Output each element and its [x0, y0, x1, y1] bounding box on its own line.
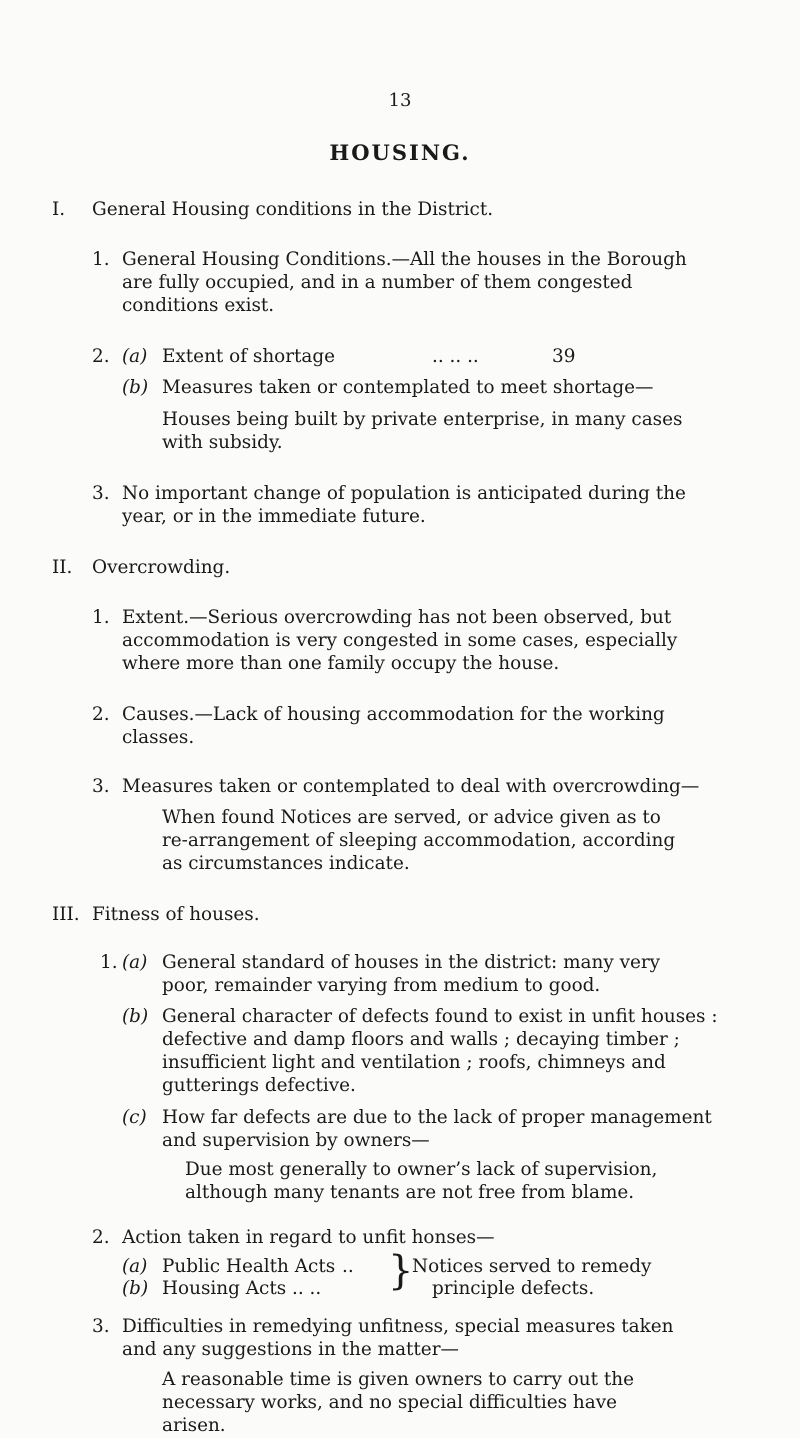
- paragraph-line: Extent.—Serious overcrowding has not been observed, but: [122, 607, 672, 628]
- item-number: 3.: [92, 776, 110, 797]
- paragraph-line: General character of defects found to exist in unfit houses :: [162, 1006, 718, 1027]
- paragraph-line: where more than one family occupy the house.: [122, 653, 560, 674]
- paragraph-line: with subsidy.: [162, 432, 283, 453]
- section-numeral-3: III.: [52, 904, 80, 925]
- paragraph-line: General standard of houses in the district: many very: [162, 952, 661, 973]
- paragraph-line: Measures taken or contemplated to meet shortage—: [162, 377, 654, 398]
- sub-item-label: (a): [122, 952, 148, 973]
- leader-dots: ..: [342, 1256, 354, 1277]
- paragraph-line: How far defects are due to the lack of proper management: [162, 1107, 712, 1128]
- paragraph-line: Causes.—Lack of housing accommodation for the working: [122, 704, 665, 725]
- paragraph-line: Action taken in regard to unfit honses—: [122, 1227, 495, 1248]
- paragraph-line: conditions exist.: [122, 295, 275, 316]
- sub-item-label: (a): [122, 346, 148, 367]
- paragraph-line: as circumstances indicate.: [162, 853, 410, 874]
- paragraph-line: When found Notices are served, or advice given as to: [162, 807, 661, 828]
- paragraph-line: necessary works, and no special difficulties have: [162, 1392, 617, 1413]
- paragraph-line: arisen.: [162, 1415, 226, 1436]
- paragraph-line: Due most generally to owner’s lack of supervision,: [185, 1159, 658, 1180]
- item-number: 3.: [92, 483, 110, 504]
- paragraph-line: gutterings defective.: [162, 1075, 356, 1096]
- item-number: 1.: [100, 952, 118, 973]
- paragraph-line: principle defects.: [432, 1278, 595, 1299]
- paragraph-line: year, or in the immediate future.: [122, 506, 426, 527]
- item-number: 1.: [92, 249, 110, 270]
- sub-item-label: (a): [122, 1256, 148, 1277]
- paragraph-line: are fully occupied, and in a number of them congested: [122, 272, 633, 293]
- paragraph-line: Measures taken or contemplated to deal with overcrowding—: [122, 776, 700, 797]
- paragraph-line: Notices served to remedy: [412, 1256, 652, 1277]
- paragraph-line: and any suggestions in the matter—: [122, 1339, 459, 1360]
- section-heading-1: General Housing conditions in the District.: [92, 199, 494, 220]
- paragraph-line: Housing Acts: [162, 1278, 287, 1299]
- section-numeral-2: II.: [52, 557, 73, 578]
- paragraph-line: Houses being built by private enterprise, in many cases: [162, 409, 683, 430]
- paragraph-line: insufficient light and ventilation ; roofs, chimneys and: [162, 1052, 666, 1073]
- sub-item-label: (b): [122, 377, 149, 398]
- paragraph-line: A reasonable time is given owners to carry out the: [162, 1369, 634, 1390]
- shortage-value: 39: [552, 346, 576, 367]
- item-number: 2.: [92, 346, 110, 367]
- item-number: 1.: [92, 607, 110, 628]
- paragraph-line: defective and damp floors and walls ; decaying timber ;: [162, 1029, 680, 1050]
- paragraph-line: General Housing Conditions.—All the houses in the Borough: [122, 249, 687, 270]
- section-numeral-1: I.: [52, 199, 66, 220]
- leader-dots: .. .. ..: [432, 346, 479, 367]
- item-number: 2.: [92, 1227, 110, 1248]
- item-number: 2.: [92, 704, 110, 725]
- section-heading-2: Overcrowding.: [92, 557, 231, 578]
- paragraph-line: No important change of population is anticipated during the: [122, 483, 686, 504]
- paragraph-line: and supervision by owners—: [162, 1130, 430, 1151]
- sub-item-label: (c): [122, 1107, 147, 1128]
- paragraph-line: classes.: [122, 727, 195, 748]
- paragraph-line: re-arrangement of sleeping accommodation, according: [162, 830, 676, 851]
- right-brace-icon: }: [388, 1248, 414, 1294]
- section-heading-3: Fitness of houses.: [92, 904, 260, 925]
- leader-dots: .. ..: [292, 1278, 322, 1299]
- page-number: 13: [388, 90, 412, 111]
- item-number: 3.: [92, 1316, 110, 1337]
- paragraph-line: poor, remainder varying from medium to good.: [162, 975, 601, 996]
- paragraph-line: Difficulties in remedying unfitness, special measures taken: [122, 1316, 674, 1337]
- paragraph-line: although many tenants are not free from blame.: [185, 1182, 635, 1203]
- paragraph-line: accommodation is very congested in some cases, especially: [122, 630, 678, 651]
- paragraph-line: Public Health Acts: [162, 1256, 336, 1277]
- paragraph-line: Extent of shortage: [162, 346, 336, 367]
- sub-item-label: (b): [122, 1278, 149, 1299]
- page-title: HOUSING.: [329, 140, 471, 165]
- sub-item-label: (b): [122, 1006, 149, 1027]
